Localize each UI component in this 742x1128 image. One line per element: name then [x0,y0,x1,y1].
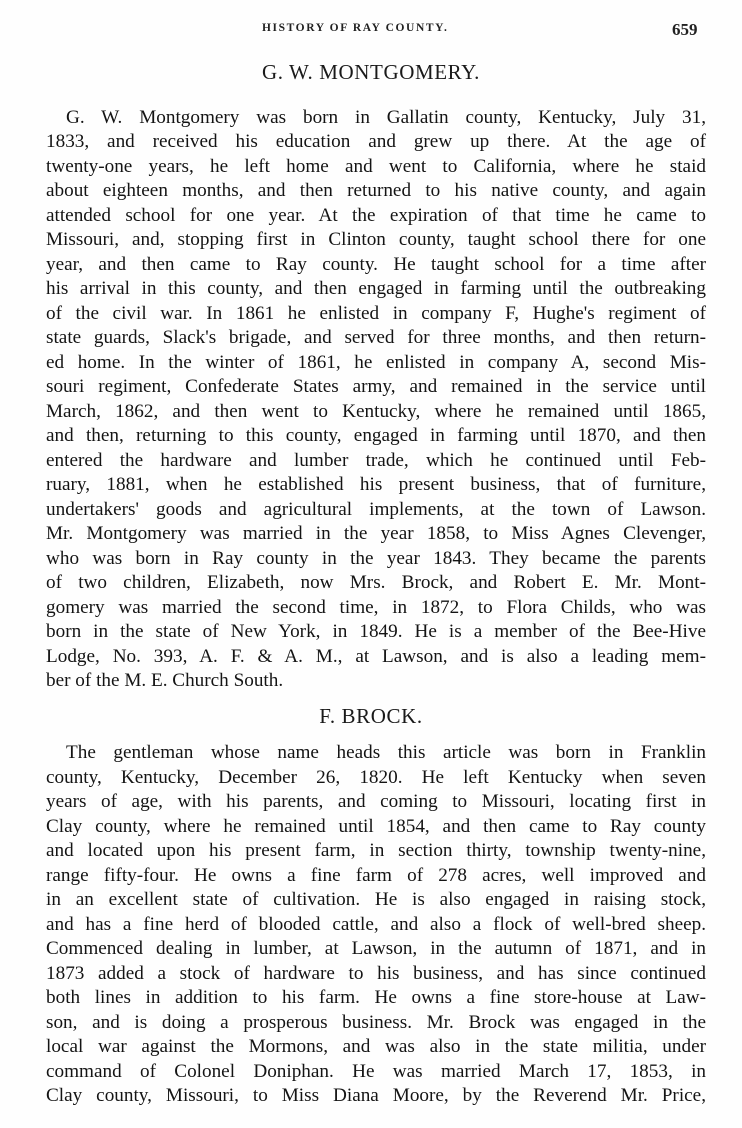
text-line: state guards, Slack's brigade, and served for three months, and then return- [46,327,706,348]
text-line: years of age, with his parents, and coming to Missouri, locating first in [46,791,706,812]
text-line: Missouri, and, stopping first in Clinton county, taught school there for one [46,229,706,250]
text-line: about eighteen months, and then returned to his native county, and again [46,180,706,201]
text-line: ruary, 1881, when he established his present business, that of furniture, [46,474,706,495]
text-line: Mr. Montgomery was married in the year 1858, to Miss Agnes Clevenger, [46,523,706,544]
text-line: and located upon his present farm, in section thirty, township twenty-nine, [46,840,706,861]
text-line: of the civil war. In 1861 he enlisted in company F, Hughe's regiment of [46,302,706,324]
text-line: and has a fine herd of blooded cattle, and also a flock of well-bred sheep. [46,913,706,935]
text-line: 1833, and received his education and grew up there. At the age of [46,131,706,152]
section-heading: G. W. MONTGOMERY. [261,60,481,84]
text-line: Clay county, Missouri, to Miss Diana Moore, by the Reverend Mr. Price, [46,1085,706,1106]
text-line: his arrival in this county, and then engaged in farming until the outbreaking [46,278,706,299]
text-line: command of Colonel Doniphan. He was married March 17, 1853, in [46,1060,706,1082]
text-line: gomery was married the second time, in 1872, to Flora Childs, who was [46,596,706,618]
text-line: in an excellent state of cultivation. He is also engaged in raising stock, [46,889,706,910]
text-line: born in the state of New York, in 1849. He is a member of the Bee-Hive [46,621,706,642]
section-heading: F. BROCK. [319,704,423,728]
text-line: and then, returning to this county, engaged in farming until 1870, and then [46,425,706,446]
text-line: Commenced dealing in lumber, at Lawson, in the autumn of 1871, and in [46,938,706,959]
text-line: range fifty-four. He owns a fine farm of 278 acres, well improved and [46,864,706,886]
page-number: 659 [672,20,698,39]
text-line: who was born in Ray county in the year 1843. They became the parents [46,547,706,569]
text-line: souri regiment, Confederate States army, and remained in the service until [46,376,706,397]
text-line: attended school for one year. At the expiration of that time he came to [46,204,706,226]
running-head [0,20,742,40]
text-line: Lodge, No. 393, A. F. & A. M., at Lawson, and is also a leading mem- [46,645,706,667]
text-line: entered the hardware and lumber trade, which he continued until Feb- [46,449,706,471]
text-line: March, 1862, and then went to Kentucky, where he remained until 1865, [46,400,706,422]
text-line: son, and is doing a prosperous business. Mr. Brock was engaged in the [46,1011,706,1033]
text-line: county, Kentucky, December 26, 1820. He left Kentucky when seven [46,766,706,788]
text-line: Clay county, where he remained until 1854, and then came to Ray county [46,815,706,837]
running-title: HISTORY OF RAY COUNTY. [262,22,449,34]
text-line: ed home. In the winter of 1861, he enlisted in company A, second Mis- [46,351,706,373]
text-line: undertakers' goods and agricultural implements, at the town of Lawson. [46,498,706,520]
text-line: ber of the M. E. Church South. [46,670,284,691]
text-line: local war against the Mormons, and was also in the state militia, under [46,1036,706,1057]
text-line: twenty-one years, he left home and went to California, where he staid [46,155,706,177]
text-line: both lines in addition to his farm. He owns a fine store-house at Law- [46,987,706,1008]
text-line: G. W. Montgomery was born in Gallatin county, Kentucky, July 31, [66,107,706,128]
text-line: The gentleman whose name heads this article was born in Franklin [66,742,706,763]
text-line: year, and then came to Ray county. He taught school for a time after [46,253,706,275]
text-line: of two children, Elizabeth, now Mrs. Brock, and Robert E. Mr. Mont- [46,572,706,593]
text-line: 1873 added a stock of hardware to his business, and has since continued [46,962,706,984]
